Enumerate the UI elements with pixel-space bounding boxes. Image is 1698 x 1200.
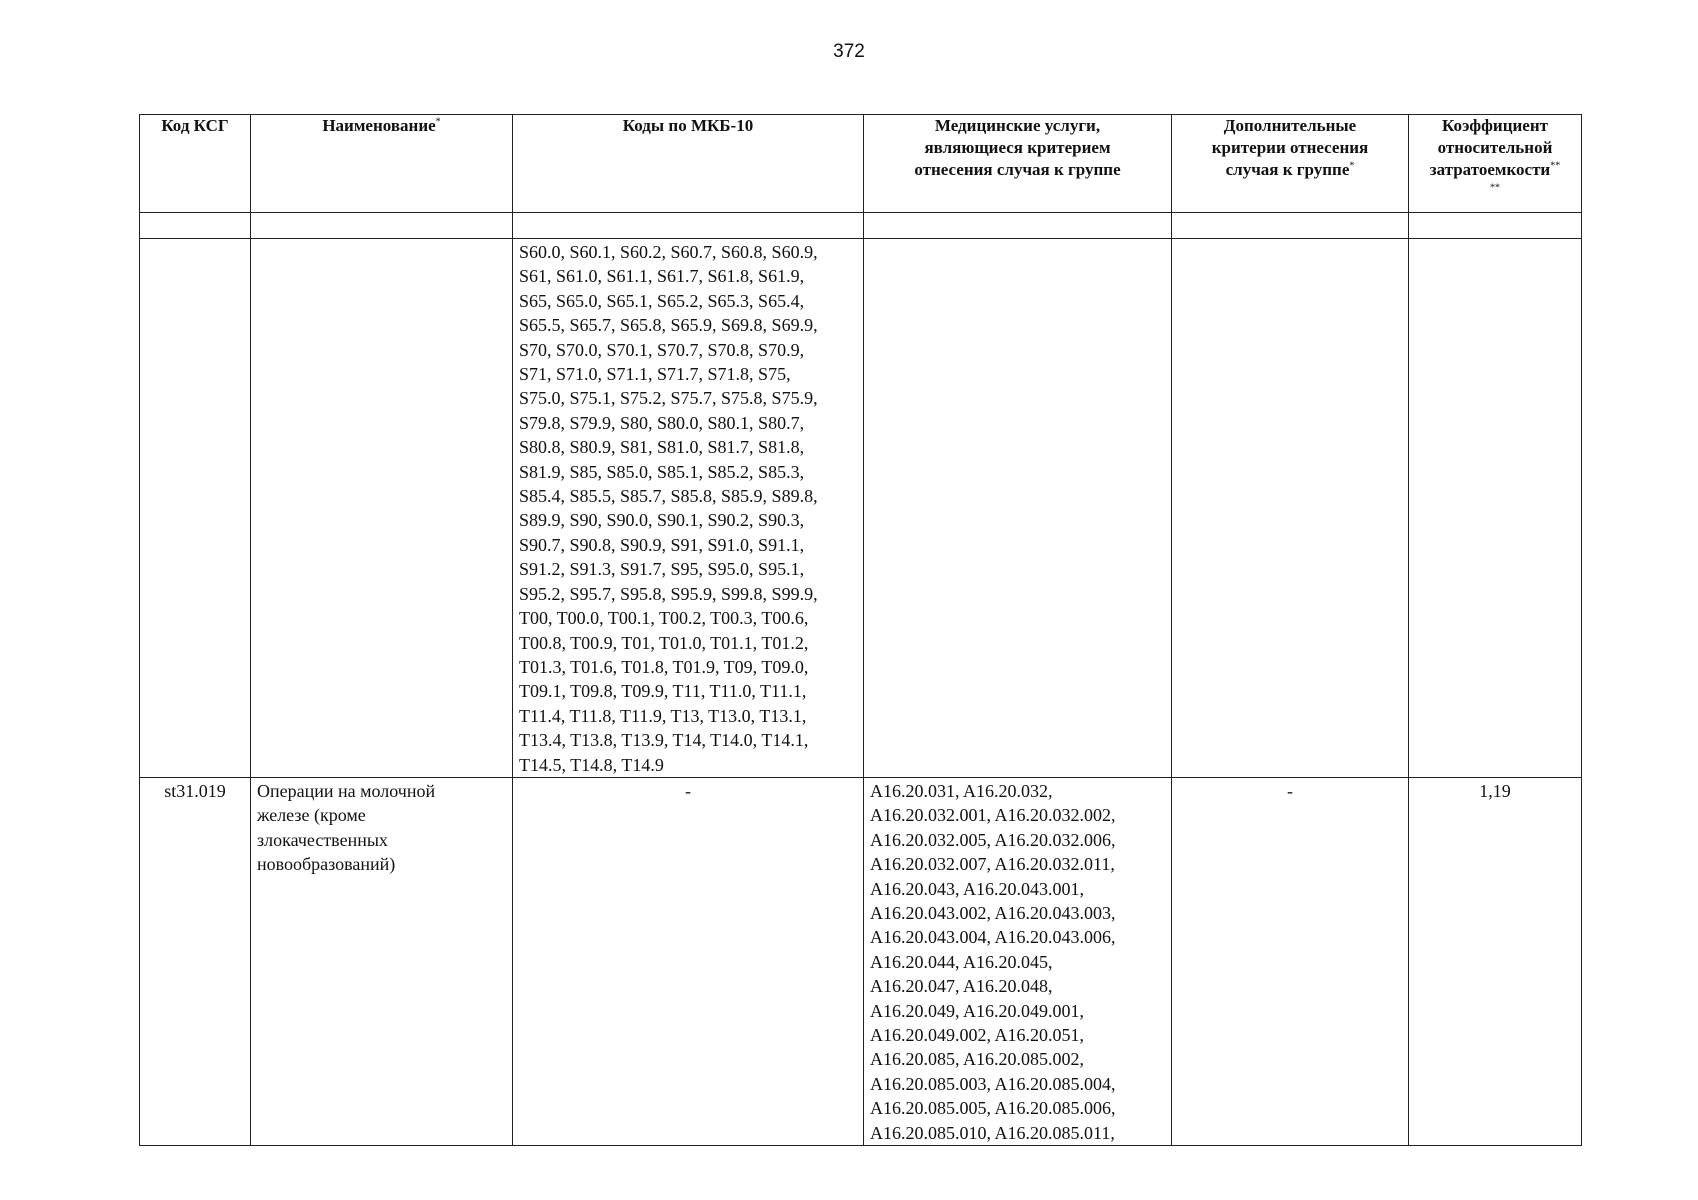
ksg-table xyxy=(139,114,1582,1146)
header-code xyxy=(140,115,251,213)
table-cell xyxy=(864,213,1172,239)
header-icd-codes xyxy=(513,115,864,213)
table-cell xyxy=(140,213,251,239)
table-cell xyxy=(251,213,513,239)
cell-additional: - xyxy=(1287,780,1293,801)
cell-services xyxy=(864,239,1171,240)
table-cell xyxy=(513,239,864,778)
header-services xyxy=(864,115,1172,213)
header-code-text: Код КСГ xyxy=(161,116,229,135)
footnote-mark: * xyxy=(435,116,441,128)
cell-name xyxy=(251,239,512,240)
table-cell xyxy=(251,777,513,1145)
page-number: 372 xyxy=(833,41,865,62)
header-name-text: Наименование xyxy=(322,116,436,135)
footnote-mark: ** xyxy=(1550,160,1561,172)
table-row-continuation xyxy=(140,239,1582,778)
table-cell xyxy=(1172,777,1409,1145)
cell-code: st31.019 xyxy=(164,780,226,801)
header-additional xyxy=(1172,115,1409,213)
header-icd-codes-text: Коды по МКБ-10 xyxy=(622,116,754,135)
header-additional-text: Дополнительные критерии отнесения случая к группе xyxy=(1211,116,1369,179)
table-cell xyxy=(1409,777,1582,1145)
table-row-st31-019 xyxy=(140,777,1582,1145)
header-coefficient-text: Коэффициент относительной затратоемкости xyxy=(1429,116,1553,179)
footnote-mark: ** xyxy=(1490,182,1500,194)
table-cell xyxy=(1172,239,1409,778)
cell-icd-codes: S60.0, S60.1, S60.2, S60.7, S60.8, S60.9, S61, S61.0, S61.1, S61.7, S61.8, S61.9, S65, S65.0, S65.1, S65.2, S65.3, S65.4, S65.5, S65.7, S65.8, S65.9, S69.8, S69.9, S70, S70.0, S70.1, S70.7, S70.8, S70.9, S71, S71.0, S71.1, S71.7, S71.8, S75, S75.0, S75.1, S75.2, S75.7, S75.8, S75.9, S79.8, S79.9, S80, S80.0, S80.1, S80.7, S80.8, S80.9, S81, S81.0, S81.7, S81.8, S81.9, S85, S85.0, S85.1, S85.2, S85.3, S85.4, S85.5, S85.7, S85.8, S85.9, S89.8, S89.9, S90, S90.0, S90.1, S90.2, S90.3, S90.7, S90.8, S90.9, S91, S91.0, S91.1, S91.2, S91.3, S91.7, S95, S95.0, S95.1, S95.2, S95.7, S95.8, S95.9, S99.8, S99.9, T00, T00.0, T00.1, T00.2, T00.3, T00.6, T00.8, T00.9, T01, T01.0, T01.1, T01.2, T01.3, T01.6, T01.8, T01.9, T09, T09.0, T09.1, T09.8, T09.9, T11, T11.0, T11.1, T11.4, T11.8, T11.9, T13, T13.0, T13.1, T13.4, T13.8, T13.9, T14, T14.0, T14.1, T14.5, T14.8, T14.9 xyxy=(519,242,818,775)
table-cell xyxy=(251,239,513,778)
table-cell xyxy=(1172,213,1409,239)
cell-additional xyxy=(1172,239,1408,240)
table-cell xyxy=(140,239,251,778)
cell-coefficient: 1,19 xyxy=(1479,780,1511,801)
table-cell xyxy=(513,777,864,1145)
cell-code xyxy=(140,239,250,240)
footnote-mark: * xyxy=(1349,160,1355,172)
table-cell xyxy=(864,239,1172,778)
cell-services: A16.20.031, A16.20.032, A16.20.032.001, A16.20.032.002, A16.20.032.005, A16.20.032.006, A16.20.032.007, A16.20.032.011, A16.20.043, A16.20.043.001, A16.20.043.002, A16.20.043.003, A16.20.043.004, A16.20.043.006, A16.20.044, A16.20.045, A16.20.047, A16.20.048, A16.20.049, A16.20.049.001, A16.20.049.002, A16.20.051, A16.20.085, A16.20.085.002, A16.20.085.003, A16.20.085.004, A16.20.085.005, A16.20.085.006, A16.20.085.010, A16.20.085.011, xyxy=(870,780,1116,1143)
header-name xyxy=(251,115,513,213)
table-spacer-row xyxy=(140,213,1582,239)
table-cell xyxy=(140,777,251,1145)
table-cell xyxy=(864,777,1172,1145)
table-cell xyxy=(513,213,864,239)
header-services-text: Медицинские услуги, являющиеся критерием отнесения случая к группе xyxy=(914,116,1121,179)
header-coefficient xyxy=(1409,115,1582,213)
table-cell xyxy=(1409,213,1582,239)
table-header-row xyxy=(140,115,1582,213)
cell-name: Операции на молочной железе (кроме злокачественных новообразований) xyxy=(257,780,436,875)
cell-icd-codes: - xyxy=(685,780,691,801)
cell-coefficient xyxy=(1409,239,1581,240)
table-cell xyxy=(1409,239,1582,778)
